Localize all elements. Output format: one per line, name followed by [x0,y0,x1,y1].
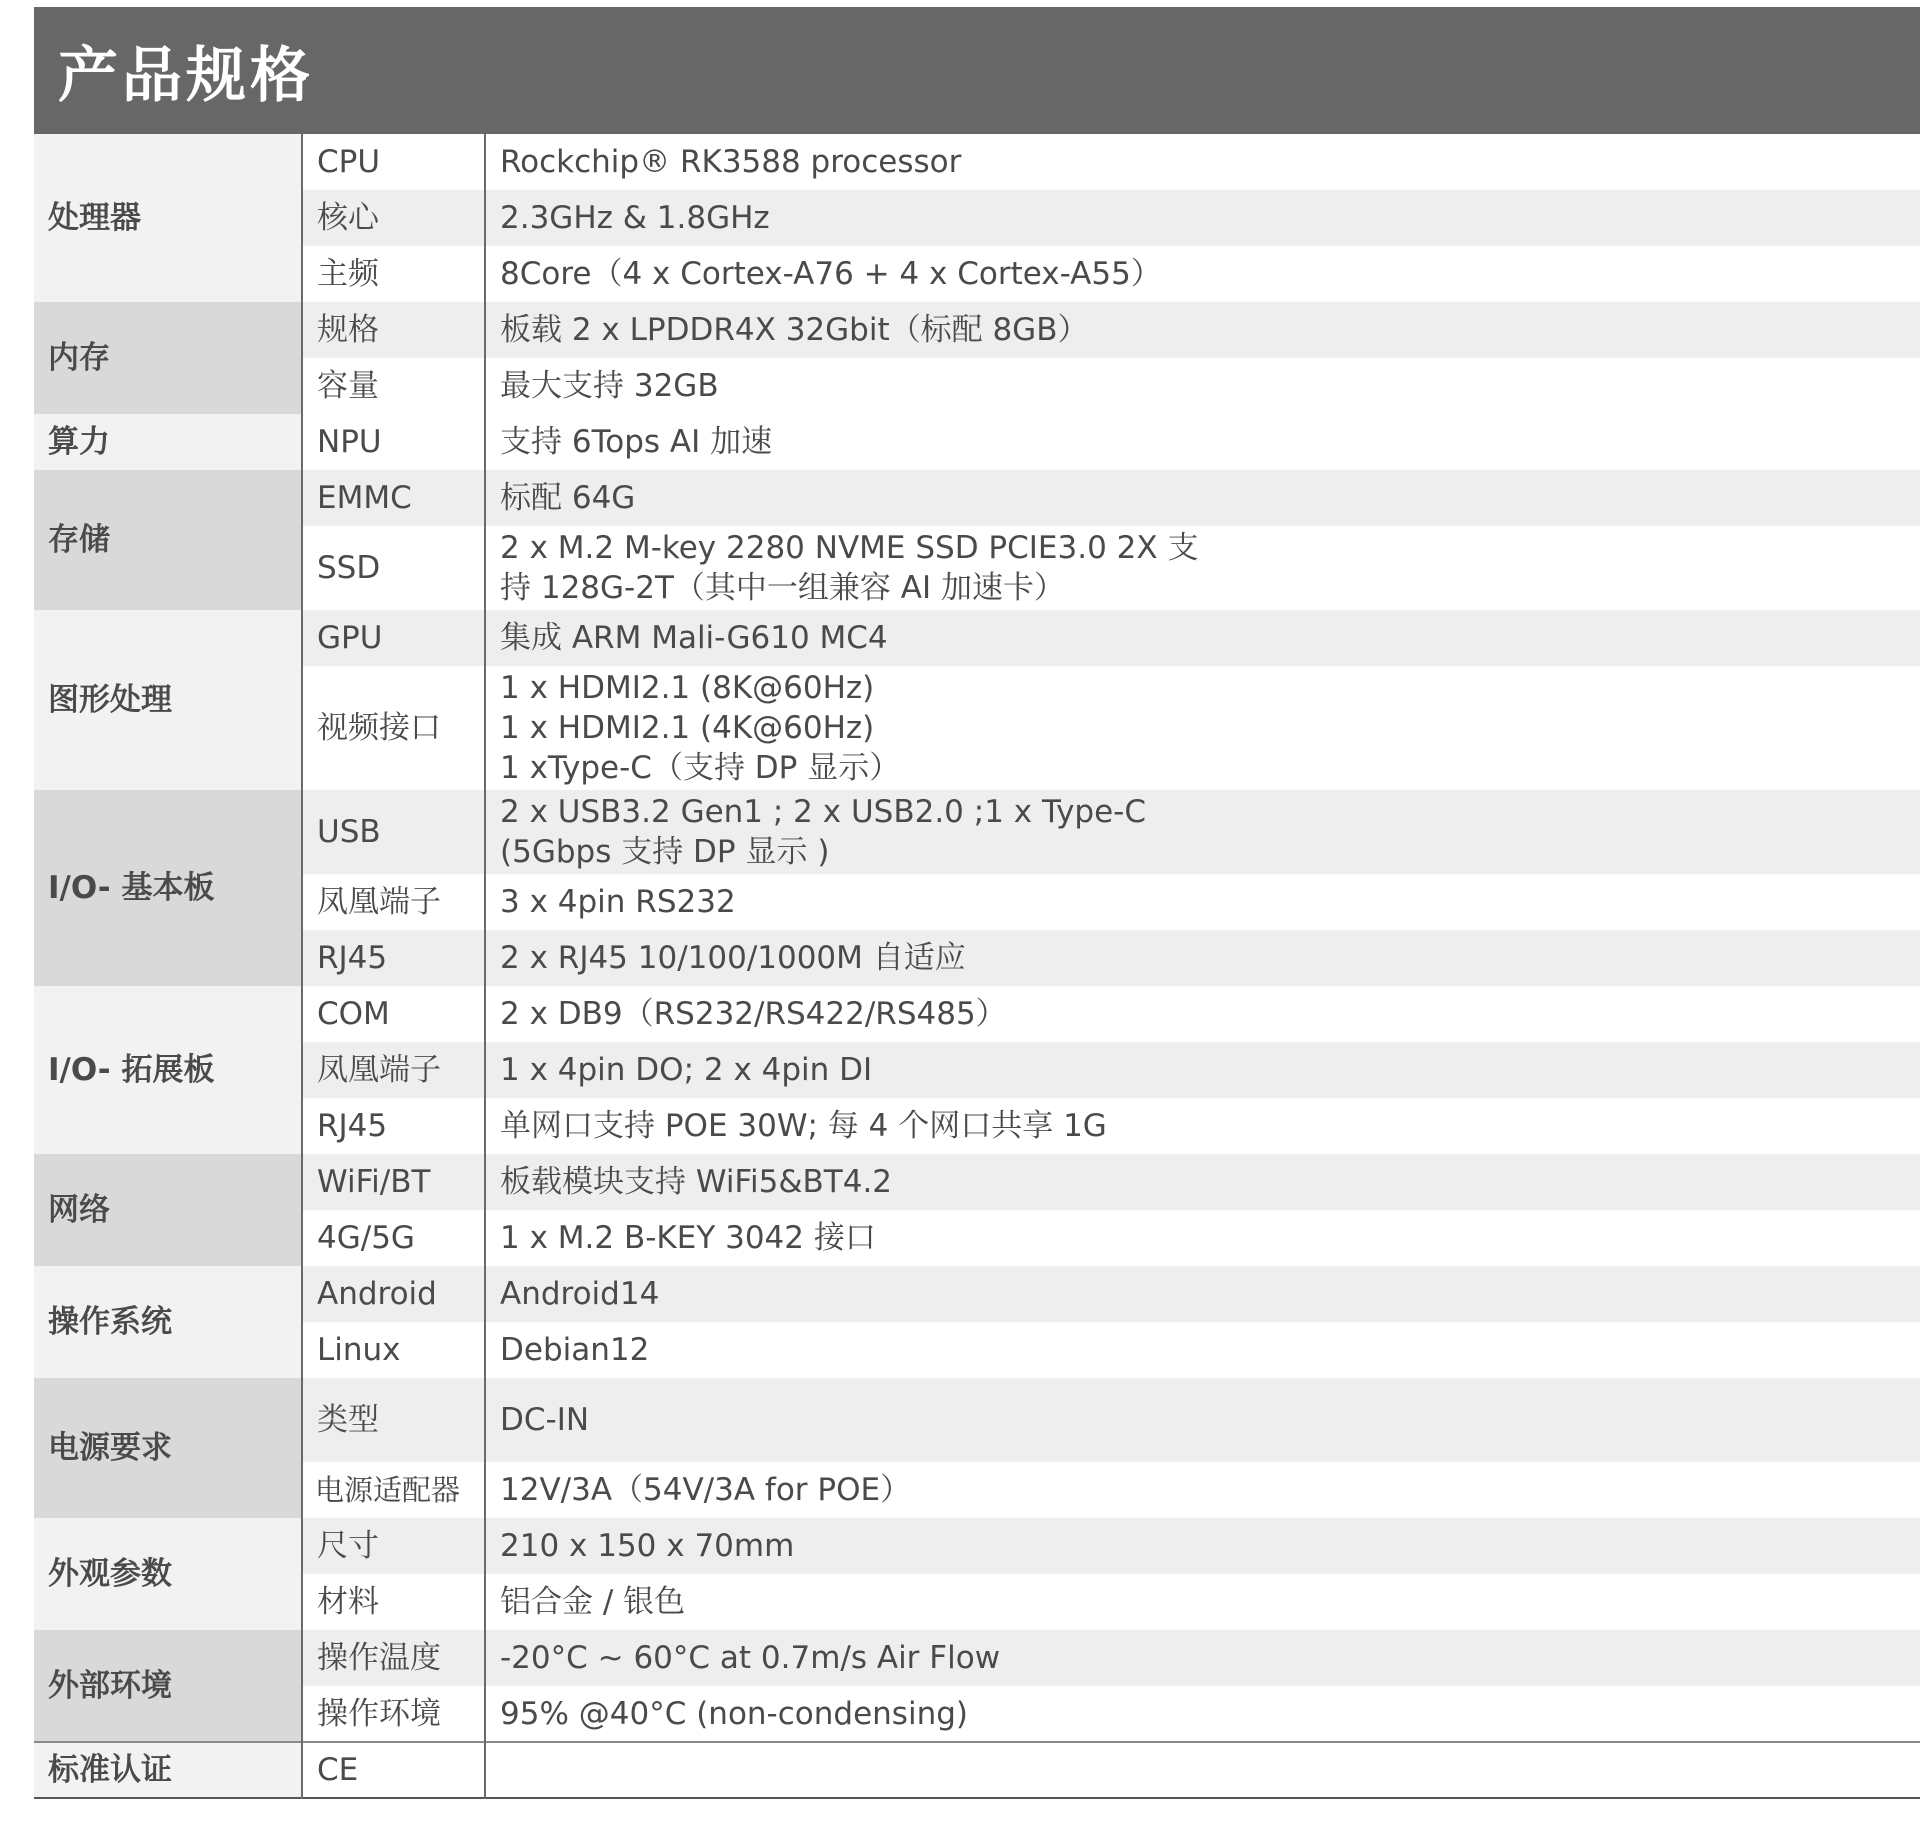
category-cell: 算力 [34,414,302,470]
value-cell [485,666,1920,790]
value-cell: 支持 6Tops AI 加速 [485,414,1920,470]
table-row [34,1098,1920,1154]
item-cell: USB [302,790,485,874]
table-row [34,986,1920,1042]
item-cell: 容量 [302,358,485,414]
value-cell: 标配 64G [485,470,1920,526]
item-cell: COM [302,986,485,1042]
category-cell: 电源要求 [34,1378,302,1518]
table-row [34,526,1920,610]
title-bar [34,7,1920,134]
value-cell: 1 x 4pin DO; 2 x 4pin DI [485,1042,1920,1098]
category-cell: 图形处理 [34,610,302,790]
item-cell: GPU [302,610,485,666]
value-line: 2 x USB3.2 Gen1 ; 2 x USB2.0 ;1 x Type-C [500,794,1147,830]
table-row [34,470,1920,526]
item-cell: CE [302,1742,485,1798]
item-cell: 核心 [302,190,485,246]
value-line: 2 x M.2 M-key 2280 NVME SSD PCIE3.0 2X 支 [500,530,1199,566]
table-row [34,1154,1920,1210]
item-cell: 凤凰端子 [302,1042,485,1098]
table-row [34,134,1920,190]
table-row [34,190,1920,246]
category-cell: 外观参数 [34,1518,302,1630]
value-line: 1 xType-C（支持 DP 显示） [500,750,901,786]
value-line: 持 128G-2T（其中一组兼容 AI 加速卡） [500,570,1065,606]
value-line: (5Gbps 支持 DP 显示 ) [500,834,830,870]
table-row [34,1266,1920,1322]
table-row [34,358,1920,414]
value-cell: DC-IN [485,1378,1920,1462]
table-row [34,1742,1920,1798]
item-cell: SSD [302,526,485,610]
item-cell: RJ45 [302,1098,485,1154]
table-row [34,666,1920,790]
category-cell: 标准认证 [34,1742,302,1798]
page-title: 产品规格 [58,40,314,111]
value-cell: 板载模块支持 WiFi5&BT4.2 [485,1154,1920,1210]
category-cell: 外部环境 [34,1630,302,1742]
item-cell: 操作温度 [302,1630,485,1686]
value-cell [485,134,1920,190]
item-cell: WiFi/BT [302,1154,485,1210]
category-cell: 处理器 [34,134,302,302]
table-row [34,302,1920,358]
value-cell: 3 x 4pin RS232 [485,874,1920,930]
value-cell: 板载 2 x LPDDR4X 32Gbit（标配 8GB） [485,302,1920,358]
spec-sheet [34,7,1920,1799]
category-cell: 内存 [34,302,302,414]
value-line: 1 x HDMI2.1 (8K@60Hz) [500,670,875,706]
spec-table [34,134,1920,1799]
table-row [34,874,1920,930]
value-cell: 2 x DB9（RS232/RS422/RS485） [485,986,1920,1042]
item-cell: EMMC [302,470,485,526]
table-row [34,1518,1920,1574]
table-row [34,1210,1920,1266]
value-cell: 铝合金 / 银色 [485,1574,1920,1630]
category-cell: 操作系统 [34,1266,302,1378]
item-cell: NPU [302,414,485,470]
value-cell [485,1742,1920,1798]
item-cell: 凤凰端子 [302,874,485,930]
value-cell [485,790,1920,874]
table-row [34,1686,1920,1742]
value-cell: 单网口支持 POE 30W; 每 4 个网口共享 1G [485,1098,1920,1154]
table-row [34,790,1920,874]
value-cell: 1 x M.2 B-KEY 3042 接口 [485,1210,1920,1266]
category-cell: I/O- 基本板 [34,790,302,986]
item-cell: 视频接口 [302,666,485,790]
category-cell: 网络 [34,1154,302,1266]
value-cell: 2.3GHz & 1.8GHz [485,190,1920,246]
item-cell: CPU [302,134,485,190]
value-cell: 12V/3A（54V/3A for POE） [485,1462,1920,1518]
value-cell: Android14 [485,1266,1920,1322]
item-cell: 4G/5G [302,1210,485,1266]
item-cell: 类型 [302,1378,485,1462]
item-cell: 主频 [302,246,485,302]
value-text: Rockchip® RK3588 processor [500,144,962,180]
table-row [34,414,1920,470]
table-row [34,1042,1920,1098]
item-cell: Android [302,1266,485,1322]
item-cell: Linux [302,1322,485,1378]
item-cell: 操作环境 [302,1686,485,1742]
table-row [34,246,1920,302]
table-row [34,1378,1920,1462]
table-row [34,1322,1920,1378]
table-row [34,1630,1920,1686]
table-row [34,1462,1920,1518]
value-cell: 集成 ARM Mali-G610 MC4 [485,610,1920,666]
value-cell: 95% @40°C (non-condensing) [485,1686,1920,1742]
value-cell: 210 x 150 x 70mm [485,1518,1920,1574]
item-cell: 规格 [302,302,485,358]
value-cell: 最大支持 32GB [485,358,1920,414]
table-row [34,610,1920,666]
value-cell [485,526,1920,610]
value-line: 1 x HDMI2.1 (4K@60Hz) [500,710,875,746]
category-cell: I/O- 拓展板 [34,986,302,1154]
table-row [34,930,1920,986]
value-cell: 2 x RJ45 10/100/1000M 自适应 [485,930,1920,986]
category-cell: 存储 [34,470,302,610]
item-cell: 材料 [302,1574,485,1630]
item-cell: 尺寸 [302,1518,485,1574]
value-cell: 8Core（4 x Cortex-A76 + 4 x Cortex-A55） [485,246,1920,302]
value-cell: -20°C ~ 60°C at 0.7m/s Air Flow [485,1630,1920,1686]
table-row [34,1574,1920,1630]
item-cell: RJ45 [302,930,485,986]
value-cell: Debian12 [485,1322,1920,1378]
item-cell: 电源适配器 [302,1462,485,1518]
